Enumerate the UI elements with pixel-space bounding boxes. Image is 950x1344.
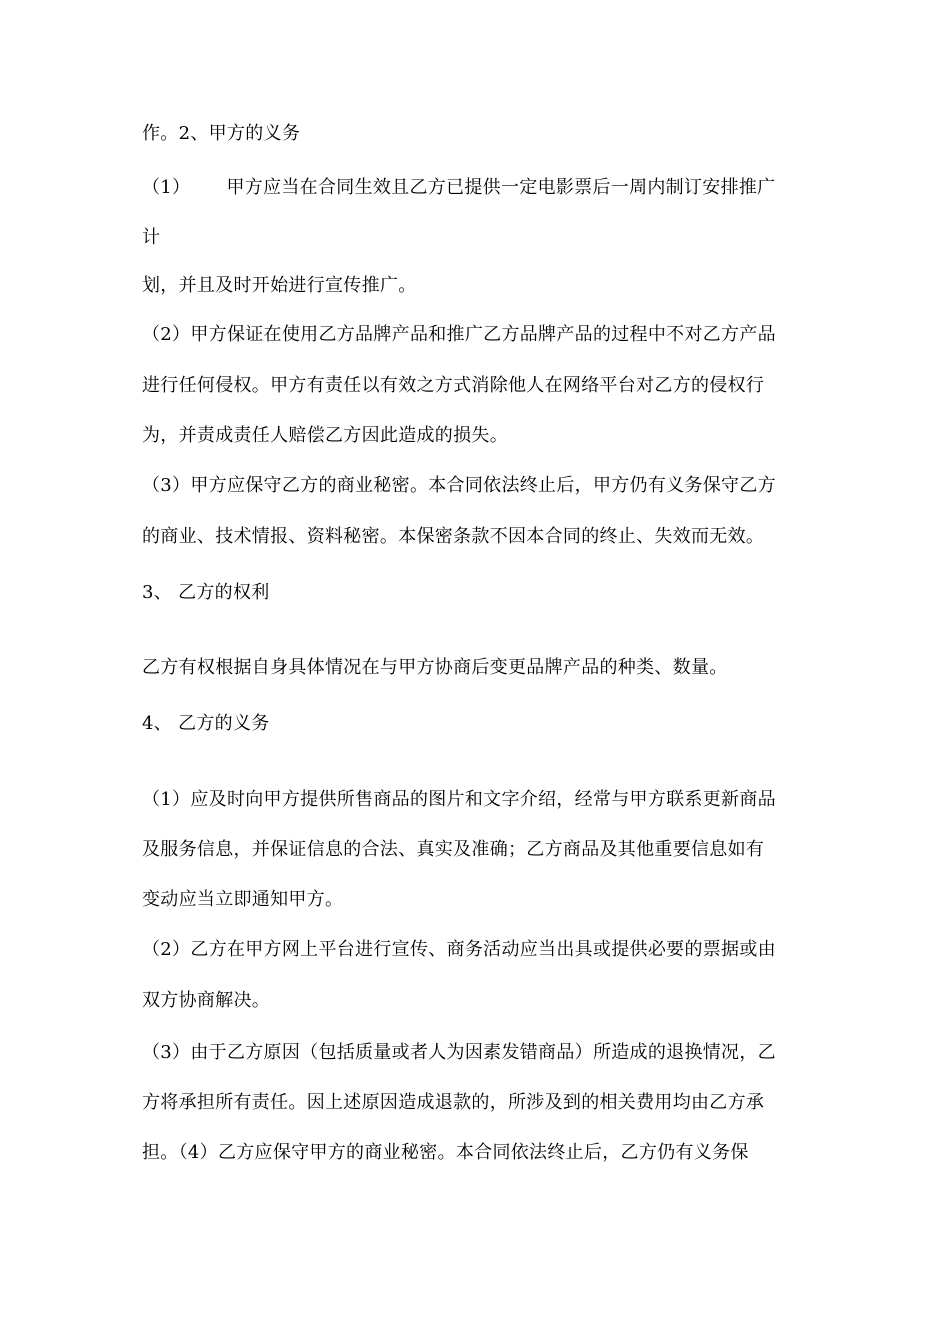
text-line: （2）甲方保证在使用乙方品牌产品和推广乙方品牌产品的过程中不对乙方产品 [142,324,776,345]
text-line: 担。（4）乙方应保守甲方的商业秘密。本合同依法终止后，乙方仍有义务保 [142,1142,749,1163]
text-line: （2）乙方在甲方网上平台进行宣传、商务活动应当出具或提供必要的票据或由 [142,939,776,960]
text-line: 为，并责成责任人赔偿乙方因此造成的损失。 [142,425,508,446]
section-heading: 4、 乙方的义务 [142,713,270,734]
text-line: 的商业、技术情报、资料秘密。本保密条款不因本合同的终止、失效而无效。 [142,526,765,547]
text-line: 划，并且及时开始进行宣传推广。 [142,275,417,296]
text-line: 进行任何侵权。甲方有责任以有效之方式消除他人在网络平台对乙方的侵权行 [142,375,765,396]
text-line: （3）甲方应保守乙方的商业秘密。本合同依法终止后，甲方仍有义务保守乙方 [142,475,776,496]
text-line: 变动应当立即通知甲方。 [142,889,344,910]
text-line: 乙方有权根据自身具体情况在与甲方协商后变更品牌产品的种类、数量。 [142,657,728,678]
text-line: （1）应及时向甲方提供所售商品的图片和文字介绍，经常与甲方联系更新商品 [142,789,776,810]
text-line: 计 [142,227,161,248]
text-line: （3）由于乙方原因（包括质量或者人为因素发错商品）所造成的退换情况，乙 [142,1042,776,1063]
section-heading: 3、 乙方的权利 [142,582,270,603]
text-line: 作。2、甲方的义务 [142,123,301,144]
text-line: （1） 甲方应当在合同生效且乙方已提供一定电影票后一周内制订安排推广 [142,177,776,198]
text-line: 双方协商解决。 [142,990,271,1011]
text-line: 及服务信息，并保证信息的合法、真实及准确；乙方商品及其他重要信息如有 [142,839,765,860]
text-line: 方将承担所有责任。因上述原因造成退款的，所涉及到的相关费用均由乙方承 [142,1092,765,1113]
